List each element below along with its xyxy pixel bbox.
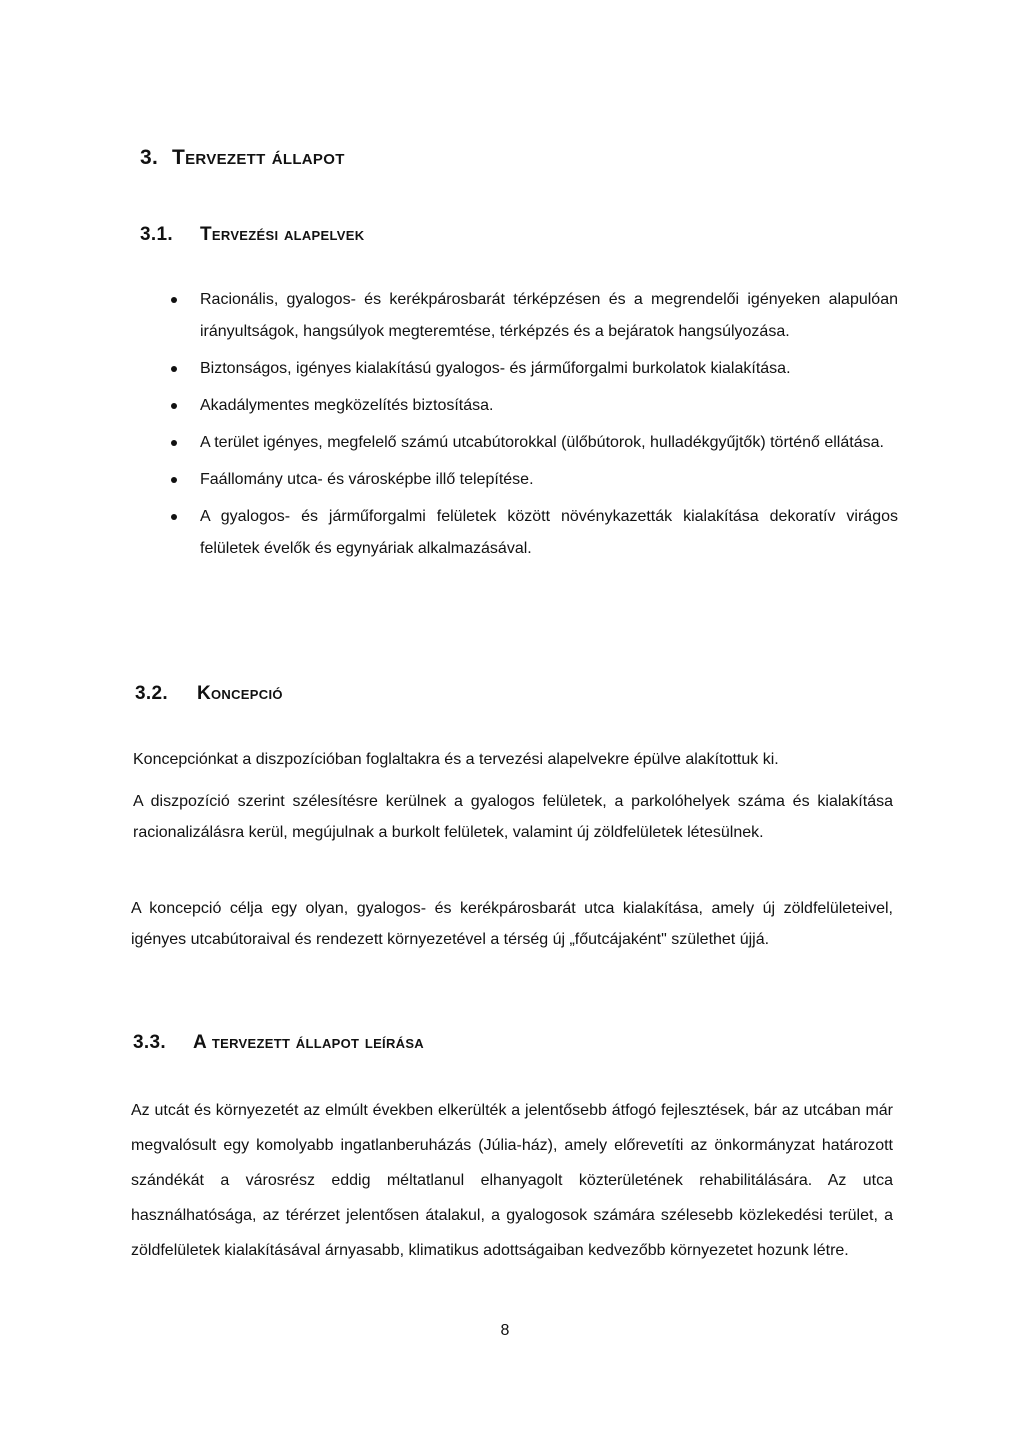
section-3-1-heading	[140, 224, 364, 246]
section-3-title: Tervezett állapot	[172, 146, 345, 169]
bullet-icon	[171, 366, 177, 372]
list-item	[140, 390, 898, 422]
concept-paragraph-3: A koncepció célja egy olyan, gyalogos- és kerékpárosbarát utca kialakítása, amely új zöldfelületeivel, igényes utcabútoraival és rendezett környezetével a térség új „főutcájaként" születhet újjá.	[131, 900, 893, 948]
section-3-2-heading	[135, 683, 283, 705]
section-3-3-number: 3.3.	[133, 1032, 166, 1053]
page-number: 8	[500, 1322, 510, 1339]
list-item	[140, 353, 898, 385]
concept-paragraph-2: A diszpozíció szerint szélesítésre kerülnek a gyalogos felületek, a parkolóhelyek száma és kialakítása racionalizálásra kerül, megújulnak a burkolt felületek, valamint új zöldfelületek létesülnek.	[133, 793, 893, 841]
concept-paragraph-1: Koncepciónkat a diszpozícióban foglaltakra és a tervezési alapelvekre épülve alakítottuk ki.	[133, 751, 779, 768]
bullet-icon	[171, 477, 177, 483]
list-item-text: Racionális, gyalogos- és kerékpárosbarát térképzésen és a megrendelői igényeken alapulóan irányultságok, hangsúlyok megteremtése, térképzés és a bejáratok hangsúlyozása.	[200, 291, 898, 340]
list-item-text: A gyalogos- és járműforgalmi felületek között növénykazetták kialakítása dekoratív virágos felületek évelők és egynyáriak alkalmazásával.	[200, 508, 898, 557]
list-item-text: Faállomány utca- és városképbe illő telepítése.	[200, 471, 534, 488]
section-3-1-title: Tervezési alapelvek	[200, 224, 365, 245]
section-3-3-title: A tervezett állapot leírása	[193, 1032, 424, 1053]
list-item-text: Akadálymentes megközelítés biztosítása.	[200, 397, 494, 414]
list-item-text: Biztonságos, igényes kialakítású gyalogos- és járműforgalmi burkolatok kialakítása.	[200, 360, 791, 377]
list-item	[140, 284, 898, 348]
section-3-1-number: 3.1.	[140, 224, 173, 245]
list-item	[140, 427, 898, 459]
section-3-2-number: 3.2.	[135, 683, 168, 704]
list-item	[140, 501, 898, 565]
bullet-icon	[171, 297, 177, 303]
design-principles-list	[140, 284, 898, 570]
section-3-2-title: Koncepció	[197, 683, 283, 704]
bullet-icon	[171, 514, 177, 520]
section-3-heading	[140, 146, 345, 170]
bullet-icon	[171, 440, 177, 446]
section-3-3-heading	[133, 1032, 424, 1054]
planned-state-paragraph: Az utcát és környezetét az elmúlt években elkerülték a jelentősebb átfogó fejlesztések, bár az utcában már megvalósult egy komolyabb ingatlanberuházás (Júlia-ház), amely előrevetíti az önkormányzat határozott szándékát a városrész eddig méltatlanul elhanyagolt közterületének rehabilitálására. Az utca használhatósága, az térérzet jelentősen átalakul, a gyalogosok számára szélesebb közlekedési terület, a zöldfelületek kialakításával árnyasabb, klimatikus adottságaiban kedvezőbb környezetet hozunk létre.	[131, 1102, 893, 1259]
list-item-text: A terület igényes, megfelelő számú utcabútorokkal (ülőbútorok, hulladékgyűjtők) történő ellátása.	[200, 434, 884, 451]
bullet-icon	[171, 403, 177, 409]
section-3-number: 3.	[140, 146, 159, 169]
list-item	[140, 464, 898, 496]
